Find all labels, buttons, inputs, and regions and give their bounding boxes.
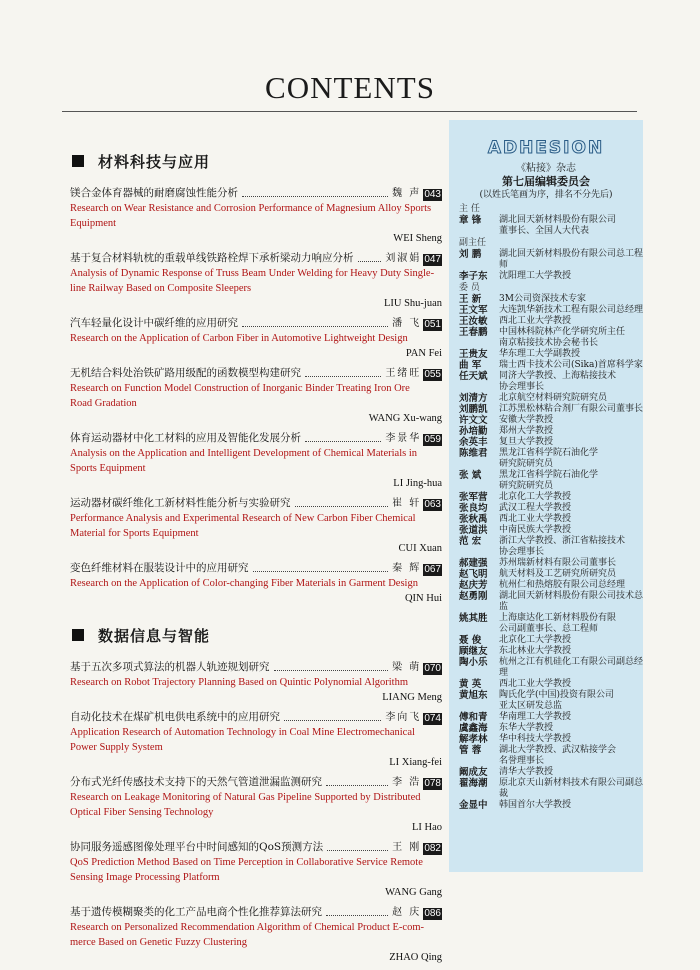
editorial-board-panel [449, 120, 643, 872]
board-member [459, 800, 643, 811]
page-number: 082 [424, 843, 441, 854]
article-author-cn: 王 刚 [392, 842, 422, 853]
board-member [459, 404, 643, 415]
toc-entry[interactable] [70, 840, 442, 900]
dot-leader [326, 785, 388, 786]
member-affiliation: 董事长、全国人大代表 [499, 226, 590, 236]
article-title-cn: 镁合金体育器械的耐磨腐蚀性能分析 [70, 187, 238, 199]
toc-entry[interactable] [70, 905, 442, 965]
board-member [459, 437, 643, 448]
article-author-en: CUI Xuan [398, 543, 442, 554]
member-affiliation: 研究院研究员 [499, 481, 554, 491]
member-name: 黄旭东 [459, 690, 488, 701]
member-name: 聂 俊 [459, 635, 482, 646]
section-heading [70, 150, 442, 172]
member-name: 陈维君 [459, 448, 488, 459]
member-affiliation: 湖北大学教授、武汉粘接学会 [499, 745, 617, 755]
member-affiliation: 中国林科院林产化学研究所主任 [499, 327, 626, 337]
member-affiliation: 北京化工大学教授 [499, 635, 572, 645]
member-name: 孙培勤 [459, 426, 488, 437]
board-member [459, 745, 643, 767]
article-author-cn: 梁 萌 [392, 662, 422, 673]
member-name: 许文文 [459, 415, 488, 426]
toc-section [70, 150, 442, 606]
board-member [459, 249, 643, 271]
board-member [459, 657, 643, 679]
board-role: 主 任 [459, 204, 480, 214]
article-title-en: QoS Prediction Method Based on Time Perception in Collaborative Service Remote [70, 857, 423, 868]
member-affiliation: 浙江大学教授、浙江省粘接技术 [499, 536, 626, 546]
member-affiliation: 原北京天山新材料技术有限公司副总裁 [499, 778, 644, 799]
member-affiliation: 杭州仁和热熔胶有限公司总经理 [499, 580, 626, 590]
article-title-cn: 运动器材碳纤维化工新材料性能分析与实验研究 [70, 497, 291, 509]
board-member [459, 215, 643, 237]
board-note: (以姓氏笔画为序，排名不分先后) [479, 190, 613, 200]
article-author-cn: 李景华 [385, 433, 422, 444]
board-member [459, 558, 643, 569]
adhesion-logo: ADHESION [487, 138, 605, 158]
section-title: 材料科技与应用 [98, 152, 211, 171]
member-affiliation: 安徽大学教授 [499, 415, 554, 425]
board-member [459, 349, 643, 360]
dot-leader [305, 441, 381, 442]
member-affiliation: 黑龙江省科学院石油化学 [499, 470, 599, 480]
dot-leader [326, 915, 388, 916]
member-name: 郝建强 [459, 558, 488, 569]
article-title-cn: 变色纤维材料在服装设计中的应用研究 [70, 562, 249, 574]
toc-entry[interactable] [70, 316, 442, 361]
board-member [459, 492, 643, 503]
article-title-en: Power Supply System [70, 742, 163, 753]
member-affiliation: 北京航空材料研究院研究员 [499, 393, 608, 403]
board-member [459, 470, 643, 492]
article-author-en: QIN Hui [404, 593, 442, 604]
member-name: 刘 鹏 [459, 249, 482, 260]
member-affiliation: 杭州之江有机硅化工有限公司副总经理 [499, 657, 644, 678]
member-affiliation: 武汉工程大学教授 [499, 503, 572, 513]
toc-entry[interactable] [70, 775, 442, 835]
member-affiliation: 湖北回天新材料股份有限公司 [499, 215, 617, 225]
article-title-en: Road Gradation [70, 398, 137, 409]
dot-leader [242, 326, 388, 327]
article-author-en: WANG Xu-wang [368, 413, 442, 424]
article-author-cn: 秦 辉 [392, 563, 422, 574]
article-author-cn: 刘淑娟 [385, 253, 422, 264]
member-affiliation: 黑龙江省科学院石油化学 [499, 448, 599, 458]
board-member [459, 271, 643, 282]
article-title-en: Research on Function Model Construction of Inorganic Binder Treating Iron Ore [70, 383, 410, 394]
toc-entry[interactable] [70, 251, 442, 311]
board-member [459, 536, 643, 558]
dot-leader [305, 376, 381, 377]
dot-leader [274, 670, 389, 671]
article-title-cn: 基于复合材料轨枕的重载单线铁路栓焊下承析梁动力响应分析 [70, 252, 354, 264]
member-affiliation: 名誉理事长 [499, 756, 545, 766]
page-number: 070 [424, 663, 441, 674]
article-author-en: WEI Sheng [393, 233, 442, 244]
board-member [459, 723, 643, 734]
article-title-en: Sports Equipment [70, 463, 146, 474]
member-name: 王 新 [459, 294, 482, 305]
article-author-cn: 魏 声 [392, 188, 422, 199]
article-title-cn: 基于遗传模糊聚类的化工产品电商个性化推荐算法研究 [70, 906, 322, 918]
board-member [459, 327, 643, 349]
article-author-en: LIANG Meng [382, 692, 442, 703]
board-member [459, 646, 643, 657]
article-author-cn: 王绪旺 [385, 368, 422, 379]
toc-section [70, 624, 442, 965]
member-affiliation: 华中科技大学教授 [499, 734, 572, 744]
member-name: 张 斌 [459, 470, 482, 481]
board-member [459, 778, 643, 800]
member-name: 张秋禹 [459, 514, 488, 525]
article-title-en: Sensing Image Processing Platform [70, 872, 220, 883]
board-member [459, 415, 643, 426]
board-member [459, 514, 643, 525]
article-author-en: ZHAO Qing [389, 952, 442, 963]
member-name: 刘鹏凯 [459, 404, 488, 415]
member-name: 范 宏 [459, 536, 482, 547]
member-name: 傅和青 [459, 712, 488, 723]
board-member [459, 635, 643, 646]
member-affiliation: 研究院研究员 [499, 459, 554, 469]
article-title-cn: 汽车轻量化设计中碳纤维的应用研究 [70, 317, 238, 329]
member-affiliation: 同济大学教授、上海粘接技术 [499, 371, 617, 381]
dot-leader [295, 506, 389, 507]
article-title-en: Research on the Application of Color-changing Fiber Materials in Garment Design [70, 578, 418, 589]
member-affiliation: 西北工业大学教授 [499, 316, 572, 326]
board-member [459, 690, 643, 712]
member-affiliation: 航天材料及工艺研究所研究员 [499, 569, 617, 579]
member-name: 张道洪 [459, 525, 488, 536]
member-name: 张良均 [459, 503, 488, 514]
member-name: 王文军 [459, 305, 488, 316]
article-title-cn: 自动化技术在煤矿机电供电系统中的应用研究 [70, 711, 280, 723]
toc-entry[interactable] [70, 496, 442, 556]
board-role: 委 员 [459, 283, 480, 293]
member-name: 管 蓉 [459, 745, 482, 756]
article-title-en: Research on Personalized Recommendation Algorithm of Chemical Product E-com- [70, 922, 424, 933]
member-name: 李子东 [459, 271, 488, 282]
member-affiliation: 北京化工大学教授 [499, 492, 572, 502]
toc-entry[interactable] [70, 710, 442, 770]
page-number: 078 [424, 778, 441, 789]
contents-list [70, 150, 442, 970]
member-affiliation: 东华大学教授 [499, 723, 554, 733]
member-name: 翟海潮 [459, 778, 488, 789]
member-name: 黄 英 [459, 679, 482, 690]
toc-entry[interactable] [70, 431, 442, 491]
article-title-en: Analysis on the Application and Intelligent Development of Chemical Materials in [70, 448, 418, 459]
board-member [459, 426, 643, 437]
article-title-en: merce Based on Genetic Fuzzy Clustering [70, 937, 247, 948]
board-member [459, 305, 643, 316]
article-author-en: LI Hao [411, 822, 442, 833]
article-title-cn: 分布式光纤传感技术支持下的天然气管道泄漏监测研究 [70, 776, 322, 788]
section-square-icon [72, 629, 84, 641]
member-name: 刘清方 [459, 393, 488, 404]
member-affiliation: 清华大学教授 [499, 767, 554, 777]
member-name: 赵飞明 [459, 569, 488, 580]
member-name: 赵勇刚 [459, 591, 488, 602]
member-affiliation: 韩国首尔大学教授 [499, 800, 572, 810]
dot-leader [284, 720, 381, 721]
page-number: 086 [424, 908, 441, 919]
member-name: 张军营 [459, 492, 488, 503]
dot-leader [253, 571, 389, 572]
board-member [459, 734, 643, 745]
article-title-en: Performance Analysis and Experimental Research of New Carbon Fiber Chemical [70, 513, 416, 524]
article-title-en: Research on the Application of Carbon Fiber in Automotive Lightweight Design [70, 333, 408, 344]
article-author-cn: 李 浩 [392, 777, 422, 788]
member-affiliation: 东北林业大学教授 [499, 646, 572, 656]
member-name: 解孝林 [459, 734, 488, 745]
member-affiliation: 西北工业大学教授 [499, 679, 572, 689]
article-title-en: Optical Fiber Sensing Technology [70, 807, 214, 818]
journal-name: 《粘接》杂志 [516, 163, 576, 174]
member-name: 顾继友 [459, 646, 488, 657]
member-name: 曲 军 [459, 360, 482, 371]
article-title-en: Analysis of Dynamic Response of Truss Beam Under Welding for Heavy Duty Single- [70, 268, 435, 279]
board-member [459, 316, 643, 327]
member-affiliation: 公司副董事长、总工程师 [499, 624, 599, 634]
member-affiliation: 沈阳理工大学教授 [499, 271, 572, 281]
page-number: 051 [424, 319, 441, 330]
member-affiliation: 上海康达化工新材料股份有限 [499, 613, 617, 623]
article-author-en: LI Jing-hua [393, 478, 442, 489]
article-author-cn: 崔 轩 [392, 498, 422, 509]
section-heading [70, 624, 442, 646]
member-affiliation: 瑞士西卡技术公司(Sika)首席科学家 [499, 360, 643, 370]
section-square-icon [72, 155, 84, 167]
member-name: 金显中 [459, 800, 488, 811]
article-author-cn: 潘 飞 [392, 318, 422, 329]
member-affiliation: 协会理事长 [499, 547, 545, 557]
article-author-en: WANG Gang [385, 887, 442, 898]
dot-leader [242, 196, 388, 197]
article-title-en: line Railway Based on Composite Sleepers [70, 283, 252, 294]
page-number: 074 [424, 713, 441, 724]
article-title-en: Research on Wear Resistance and Corrosion Performance of Magnesium Alloy Sports [70, 203, 432, 214]
member-affiliation: 西北工业大学教授 [499, 514, 572, 524]
article-title-cn: 协同服务遥感图像处理平台中时间感知的QoS预测方法 [70, 841, 324, 853]
page-number: 067 [424, 564, 441, 575]
article-title-en: Material for Sports Equipment [70, 528, 199, 539]
member-name: 王汝敏 [459, 316, 488, 327]
member-name: 虞鑫海 [459, 723, 488, 734]
board-member [459, 591, 643, 613]
member-affiliation: 南京粘接技术协会秘书长 [499, 338, 599, 348]
toc-entry[interactable] [70, 561, 442, 606]
member-affiliation: 江苏黑松林粘合剂厂有限公司董事长 [499, 404, 644, 414]
article-author-cn: 李向飞 [385, 712, 422, 723]
board-member [459, 360, 643, 371]
member-affiliation: 协会理事长 [499, 382, 545, 392]
board-role: 副主任 [459, 238, 487, 248]
toc-entry[interactable] [70, 186, 442, 246]
member-affiliation: 陶氏化学(中国)投资有限公司 [499, 690, 615, 700]
member-affiliation: 华南理工大学教授 [499, 712, 572, 722]
article-author-en: LIU Shu-juan [383, 298, 442, 309]
article-author-en: PAN Fei [405, 348, 442, 359]
member-affiliation: 湖北回天新材料股份有限公司总工程师 [499, 249, 644, 270]
member-affiliation: 复旦大学教授 [499, 437, 554, 447]
member-affiliation: 郑州大学教授 [499, 426, 554, 436]
board-member [459, 767, 643, 778]
board-member [459, 525, 643, 536]
member-affiliation: 苏州瑞新材料有限公司董事长 [499, 558, 617, 568]
article-title-en: Research on Robot Trajectory Planning Based on Quintic Polynomial Algorithm [70, 677, 409, 688]
article-title-cn: 无机结合料处治铁矿路用级配的函数模型构建研究 [70, 367, 301, 379]
member-name: 阚成友 [459, 767, 488, 778]
article-author-cn: 赵 庆 [392, 907, 422, 918]
member-name: 余英丰 [459, 437, 488, 448]
board-title: 第七届编辑委员会 [502, 175, 590, 188]
member-name: 赵庆芳 [459, 580, 488, 591]
member-affiliation: 华东理工大学副教授 [499, 349, 581, 359]
member-name: 王贵友 [459, 349, 488, 360]
board-member [459, 613, 643, 635]
board-member [459, 503, 643, 514]
member-affiliation: 亚太区研发总监 [499, 701, 563, 711]
member-affiliation: 中南民族大学教授 [499, 525, 572, 535]
article-title-cn: 基于五次多项式算法的机器人轨迹规划研究 [70, 661, 270, 673]
toc-entry[interactable] [70, 660, 442, 705]
board-member [459, 569, 643, 580]
member-affiliation: 大连凯华新技术工程有限公司总经理 [499, 305, 644, 315]
dot-leader [327, 850, 388, 851]
title-rule [62, 111, 637, 112]
article-title-en: Equipment [70, 218, 117, 229]
board-member [459, 580, 643, 591]
member-name: 姚其胜 [459, 613, 488, 624]
page-number: 055 [424, 369, 441, 380]
member-name: 王春鹏 [459, 327, 488, 338]
board-member [459, 712, 643, 723]
board-member [459, 679, 643, 690]
section-title: 数据信息与智能 [98, 626, 211, 645]
page-number: 063 [424, 499, 441, 510]
member-name: 章 锋 [459, 215, 482, 226]
page-number: 047 [424, 254, 441, 265]
page-number: 059 [424, 434, 441, 445]
article-author-en: LI Xiang-fei [389, 757, 442, 768]
article-title-cn: 体育运动器材中化工材料的应用及智能化发展分析 [70, 432, 301, 444]
board-member [459, 393, 643, 404]
member-affiliation: 3M公司资深技术专家 [499, 294, 586, 304]
board-member [459, 294, 643, 305]
dot-leader [358, 261, 382, 262]
member-name: 任天斌 [459, 371, 488, 382]
article-title-en: Research on Leakage Monitoring of Natural Gas Pipeline Supported by Distributed [70, 792, 421, 803]
board-members [459, 203, 643, 811]
article-title-en: Application Research of Automation Technology in Coal Mine Electromechanical [70, 727, 415, 738]
page-number: 043 [424, 189, 441, 200]
page-title: CONTENTS [265, 70, 435, 105]
toc-entry[interactable] [70, 366, 442, 426]
board-member [459, 371, 643, 393]
board-member [459, 448, 643, 470]
member-name: 陶小乐 [459, 657, 488, 668]
member-affiliation: 湖北回天新材料股份有限公司技术总监 [499, 591, 644, 612]
